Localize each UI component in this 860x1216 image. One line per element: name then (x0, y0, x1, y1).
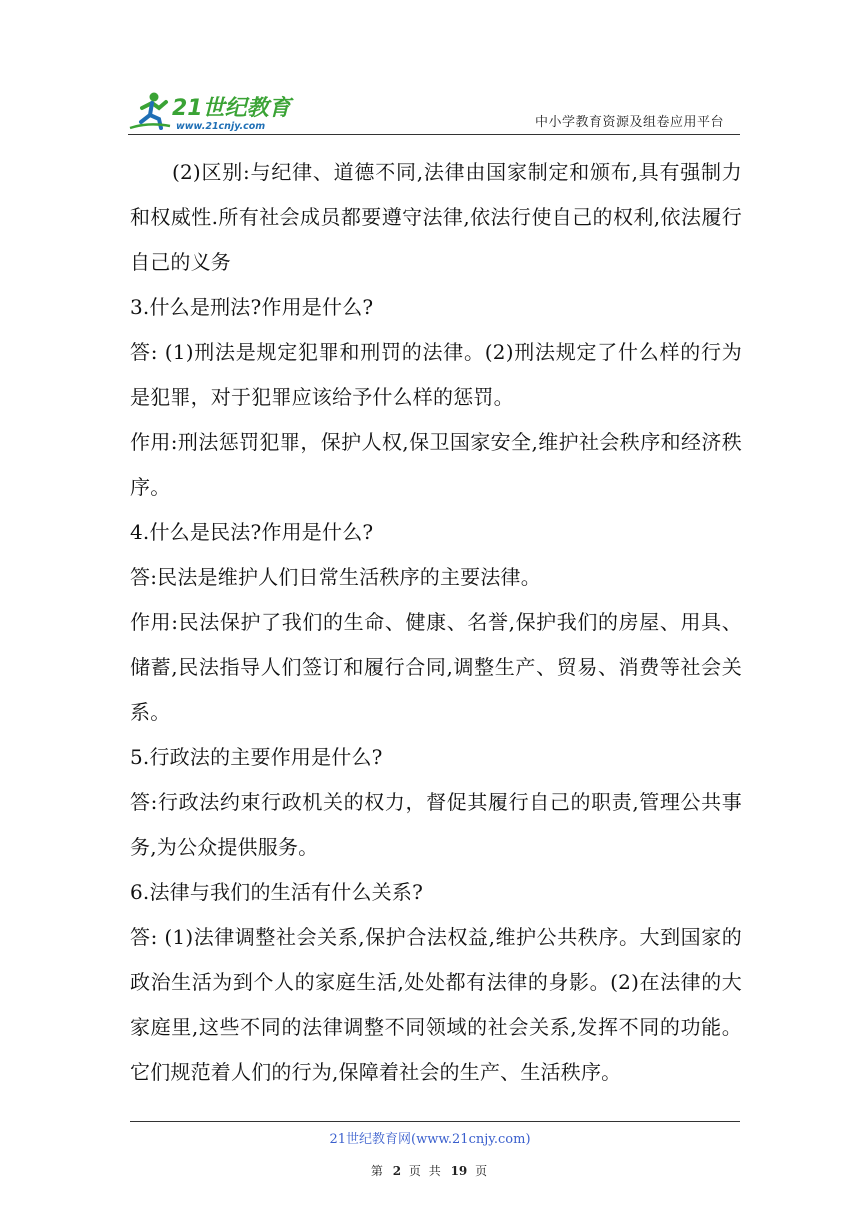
answer-paragraph: 答:民法是维护人们日常生活秩序的主要法律。 (130, 565, 541, 589)
platform-name: 中小学教育资源及组卷应用平台 (534, 115, 724, 130)
page-suffix: 页 (475, 1164, 490, 1178)
svg-text:21世纪教育: 21世纪教育 (172, 96, 291, 121)
answer-paragraph: 答:行政法约束行政机关的权力，督促其履行自己的职责,管理公共事务,为公众提供服务。 (130, 790, 742, 859)
question-heading: 4.什么是民法?作用是什么? (130, 520, 374, 544)
document-body (130, 150, 742, 1095)
answer-paragraph: 答: (1)法律调整社会关系,保护合法权益,维护公共秩序。大到国家的政治生活为到个人的家庭生活,处处都有法律的身影。(2)在法律的大家庭里,这些不同的法律调整不同领域的社会关系,发挥不同的功能。它们规范着人们的行为,保障着社会的生产、生活秩序。 (130, 925, 742, 1084)
paragraph: (2)区别:与纪律、道德不同,法律由国家制定和颁布,具有强制力和权威性.所有社会成员都要遵守法律,依法行使自己的权利,依法履行自己的义务 (130, 160, 742, 274)
page-prefix: 第 (370, 1164, 385, 1178)
logo-21cnjy (128, 88, 298, 134)
answer-paragraph: 答: (1)刑法是规定犯罪和刑罚的法律。(2)刑法规定了什么样的行为是犯罪，对于犯罪应该给予什么样的惩罚。 (130, 340, 742, 409)
question-heading: 6.法律与我们的生活有什么关系? (130, 880, 424, 904)
page-total: 19 (450, 1164, 468, 1178)
page-number (0, 1162, 860, 1179)
svg-text:www.21cnjy.com: www.21cnjy.com (176, 121, 266, 132)
footer-divider (130, 1121, 740, 1122)
footer-site-link[interactable]: 21世纪教育网(www.21cnjy.com) (329, 1132, 531, 1147)
question-heading: 3.什么是刑法?作用是什么? (130, 295, 374, 319)
header-divider (128, 134, 740, 135)
function-paragraph: 作用:刑法惩罚犯罪，保护人权,保卫国家安全,维护社会秩序和经济秩序。 (130, 430, 742, 499)
page-mid: 页 共 (408, 1164, 443, 1178)
page-current: 2 (392, 1164, 402, 1178)
question-heading: 5.行政法的主要作用是什么? (130, 745, 383, 769)
function-paragraph: 作用:民法保护了我们的生命、健康、名誉,保护我们的房屋、用具、储蓄,民法指导人们签订和履行合同,调整生产、贸易、消费等社会关系。 (130, 610, 742, 724)
page-header (128, 88, 740, 136)
